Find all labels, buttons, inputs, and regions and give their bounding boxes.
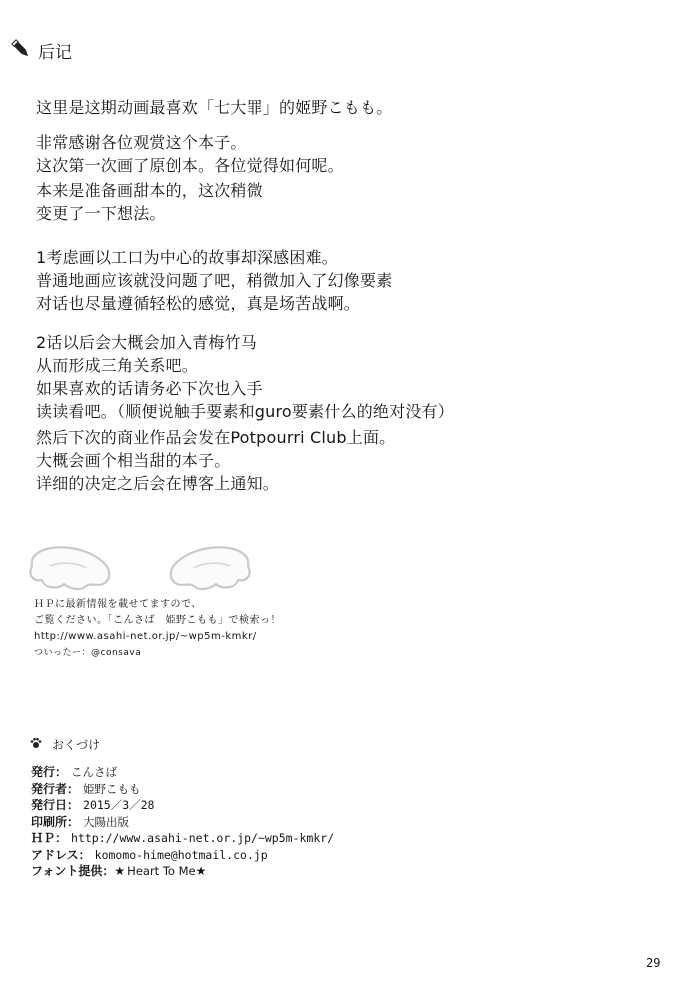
paragraph-4 xyxy=(36,246,392,315)
colophon-label: 発行者： xyxy=(31,781,80,796)
colophon-row xyxy=(31,797,334,814)
notice-line: ＨＰに最新情報を載せてますので、 xyxy=(34,599,202,610)
homepage-link[interactable]: http://www.asahi-net.or.jp/~wp5m-kmkr/ xyxy=(71,831,335,845)
paragraph-3 xyxy=(36,179,263,225)
notice-url[interactable]: http://www.asahi-net.or.jp/~wp5m-kmkr/ xyxy=(34,631,257,642)
paragraph-line: 对话也尽量遵循轻松的感觉，真是场苦战啊。 xyxy=(36,294,361,313)
colophon-label: フォント提供： xyxy=(31,864,115,878)
paragraph-line: 这里是这期动画最喜欢「七大罪」的姬野こもも。 xyxy=(36,98,393,117)
paragraph-line: 非常感谢各位观赏这个本子。 xyxy=(36,133,247,152)
paragraph-2 xyxy=(36,131,344,177)
paragraph-line: 然后下次的商业作品会发在Potpourri Club上面。 xyxy=(36,428,396,447)
colophon-value: こんさば xyxy=(71,765,118,779)
paragraph-line: 本来是准备画甜本的，这次稍微 xyxy=(36,181,263,200)
colophon-value: 大陽出版 xyxy=(83,814,130,829)
colophon-label: 発行日： xyxy=(31,798,80,812)
page-number: 29 xyxy=(646,956,661,970)
colophon-row xyxy=(31,830,334,847)
paragraph-line: 1考虑画以工口为中心的故事却深感困难。 xyxy=(36,248,338,267)
colophon-title: おくづけ xyxy=(52,738,101,752)
star-icon: ★ xyxy=(114,864,126,878)
font-credit: Heart To Me xyxy=(127,864,196,878)
colophon-row xyxy=(31,764,334,781)
paragraph-line: 从而形成三角关系吧。 xyxy=(36,356,199,375)
page-title: 后记 xyxy=(38,43,72,63)
paragraph-line: 大概会画个相当甜的本子。 xyxy=(36,451,231,470)
pencil-icon xyxy=(10,38,32,60)
colophon-row xyxy=(31,863,334,880)
twitter-handle[interactable]: ついったー：@consava xyxy=(34,648,142,658)
paragraph-line: 2话以后会大概会加入青梅竹马 xyxy=(36,333,257,352)
colophon-label: ＨＰ： xyxy=(31,831,68,845)
wings-icon xyxy=(20,536,260,596)
colophon-value: 2015／3／28 xyxy=(83,798,155,812)
paragraph-1 xyxy=(36,96,392,119)
colophon-row xyxy=(31,781,334,798)
paw-icon xyxy=(30,737,42,749)
notice-line: ご覧ください。「こんさば 姫野こもも」で検索っ！ xyxy=(34,615,281,626)
paragraph-line: 变更了一下想法。 xyxy=(36,204,166,223)
paragraph-5 xyxy=(36,331,454,423)
email-link[interactable]: komomo-hime@hotmail.co.jp xyxy=(94,847,268,862)
paragraph-line: 读读看吧。（顺便说触手要素和guro要素什么的绝对没有） xyxy=(36,402,454,421)
colophon-label: アドレス： xyxy=(31,847,91,862)
colophon-row xyxy=(31,847,334,864)
colophon-label: 印刷所： xyxy=(31,814,80,829)
paragraph-6 xyxy=(36,426,395,495)
paragraph-line: 这次第一次画了原创本。各位觉得如何呢。 xyxy=(36,156,344,175)
paragraph-line: 普通地画应该就没问题了吧，稍微加入了幻像要素 xyxy=(36,271,393,290)
star-icon: ★ xyxy=(195,864,207,878)
paragraph-line: 详细的决定之后会在博客上通知。 xyxy=(36,474,280,493)
paragraph-line: 如果喜欢的话请务必下次也入手 xyxy=(36,379,263,398)
colophon-list xyxy=(31,764,334,880)
colophon-label: 発行： xyxy=(31,765,68,779)
colophon-row xyxy=(31,814,334,831)
colophon-value: 姫野こもも xyxy=(83,781,141,796)
